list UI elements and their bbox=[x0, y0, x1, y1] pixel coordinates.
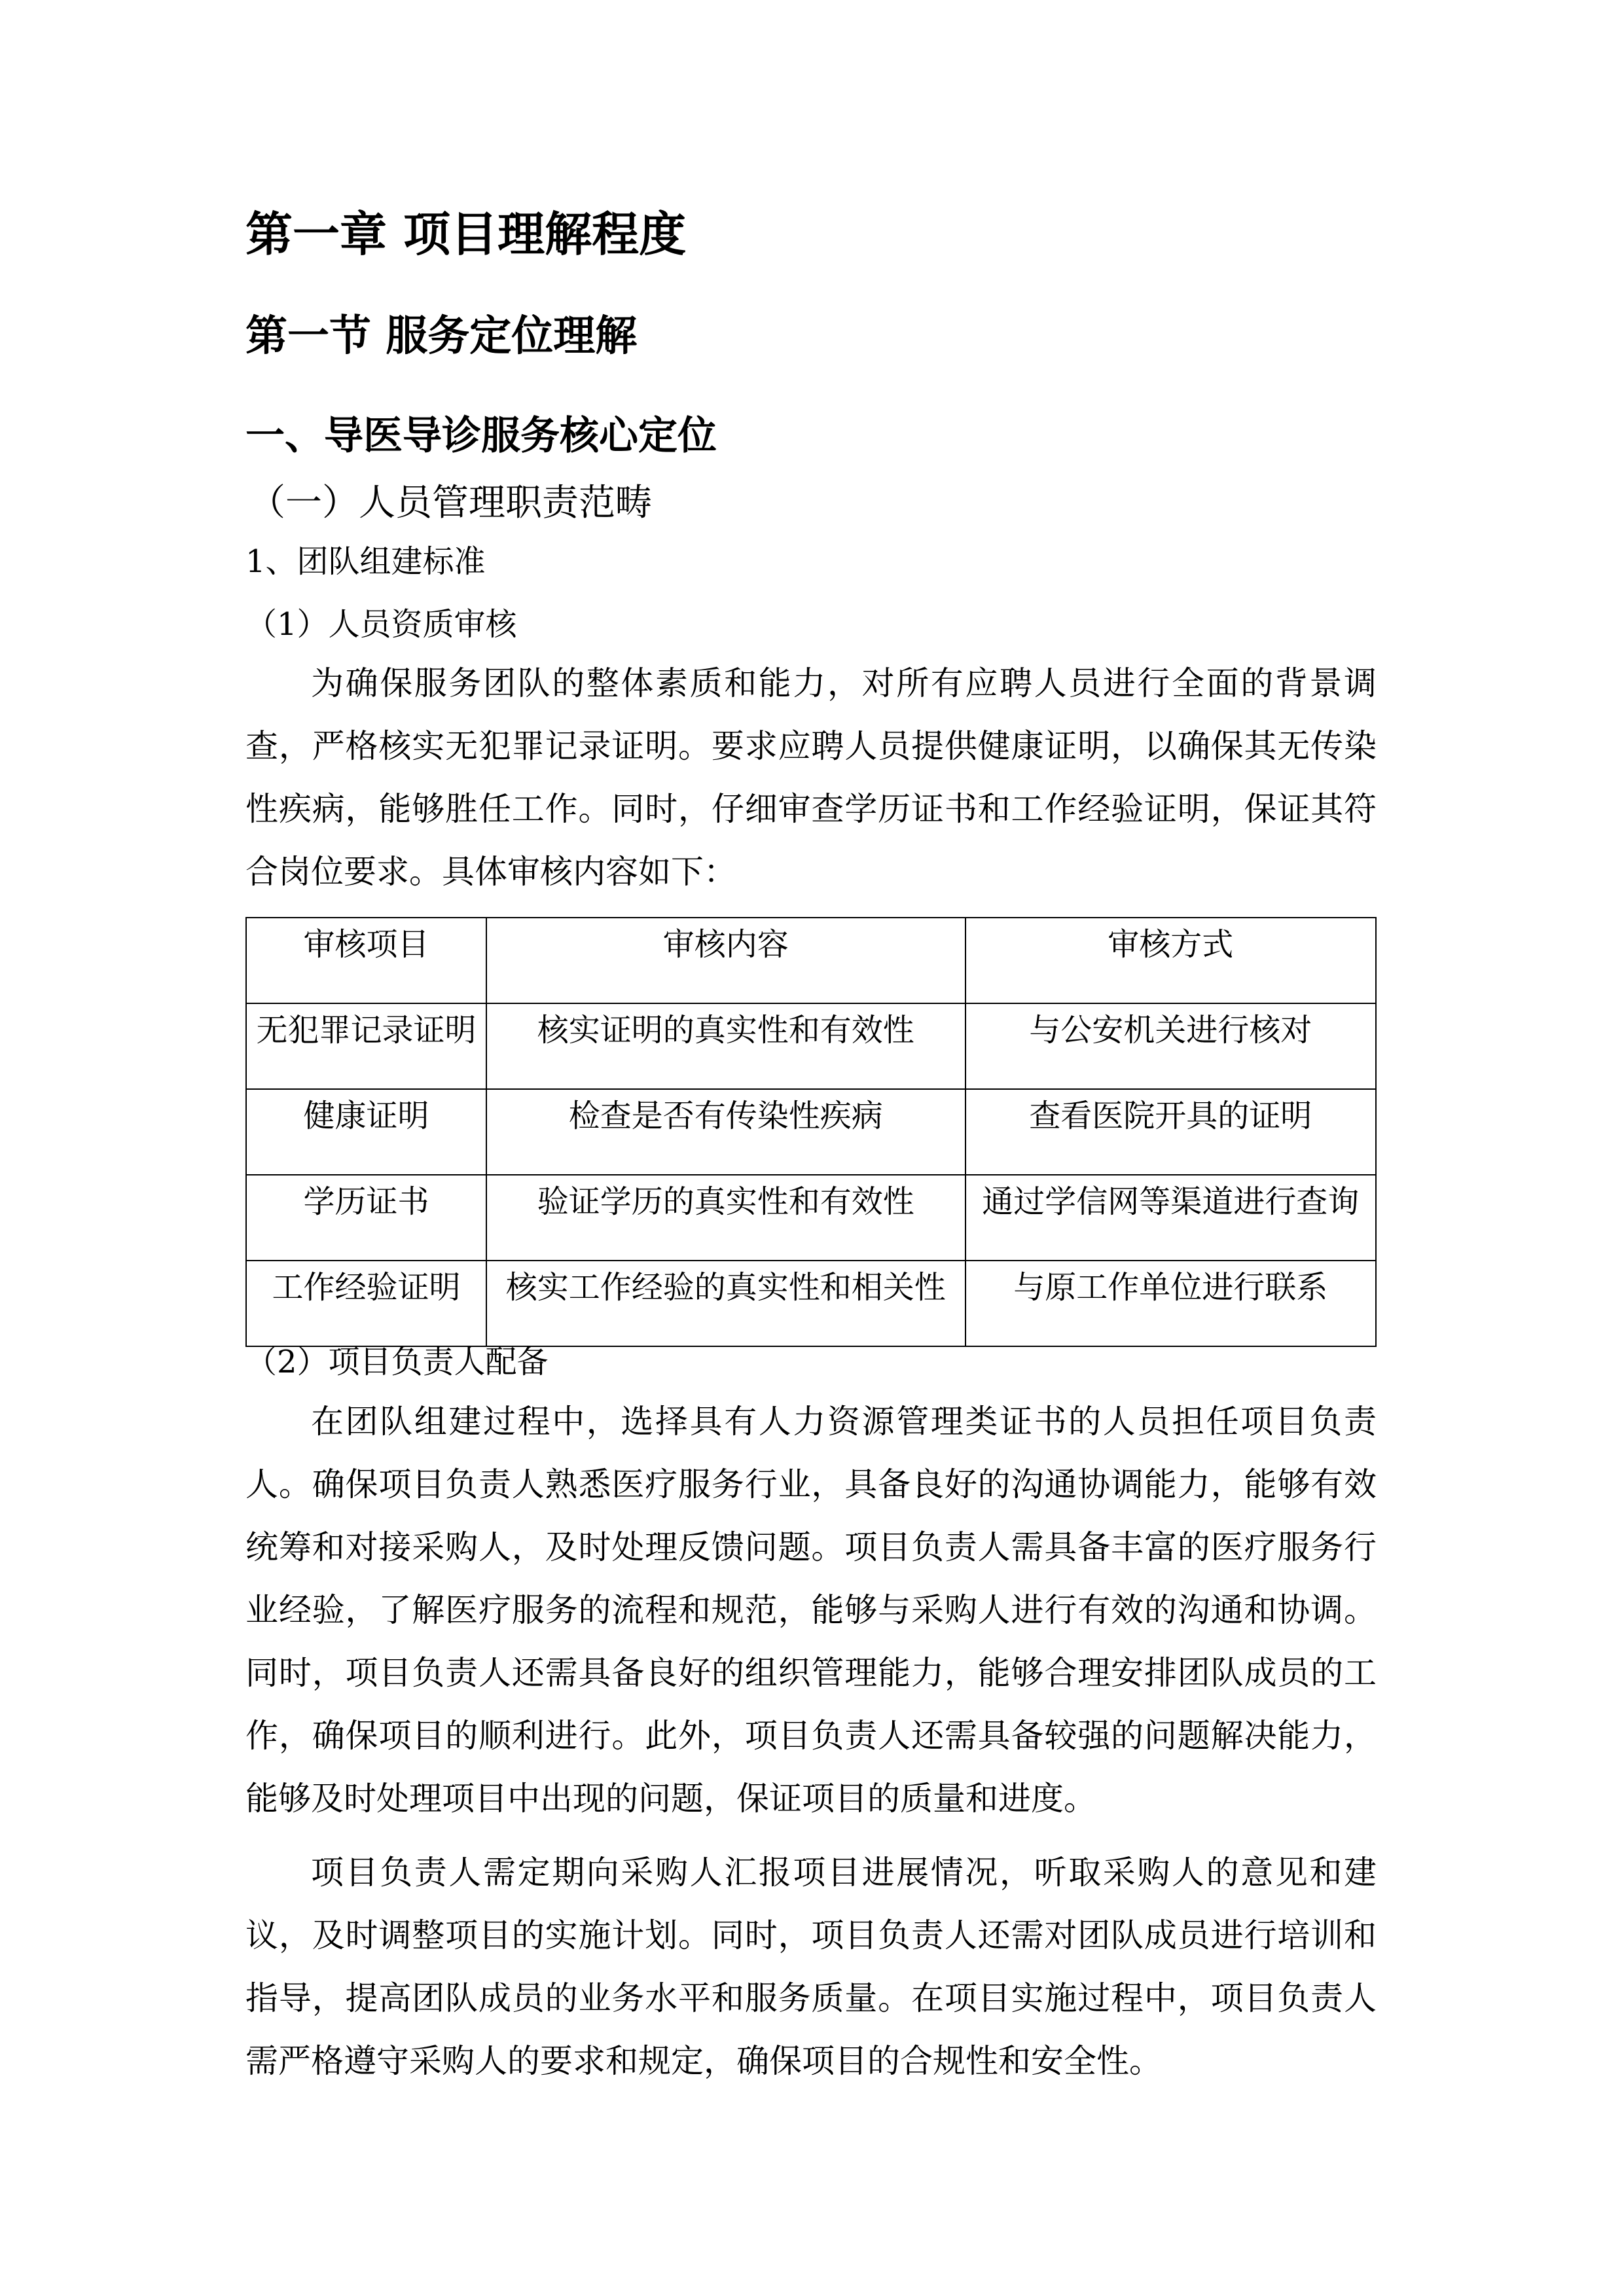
table-row bbox=[246, 1089, 1376, 1175]
table-cell: 学历证书 bbox=[246, 1175, 486, 1261]
paragraph-line: 同时，项目负责人还需具备良好的组织管理能力，能够合理安排团队成员的工 bbox=[245, 1654, 1377, 1692]
heading-level-2: （一）人员管理职责范畴 bbox=[249, 482, 652, 524]
table-cell: 核实证明的真实性和有效性 bbox=[486, 1003, 965, 1089]
subheading-project-leader: （2）项目负责人配备 bbox=[245, 1344, 549, 1380]
paragraph-line: 需严格遵守采购人的要求和规定，确保项目的合规性和安全性。 bbox=[245, 2042, 1162, 2080]
table-cell: 验证学历的真实性和有效性 bbox=[486, 1175, 965, 1261]
table-cell: 无犯罪记录证明 bbox=[246, 1003, 486, 1089]
table-header-cell: 审核项目 bbox=[246, 918, 486, 1003]
table-header-cell: 审核内容 bbox=[486, 918, 965, 1003]
paragraph-line: 作，确保项目的顺利进行。此外，项目负责人还需具备较强的问题解决能力， bbox=[245, 1717, 1377, 1755]
table-cell: 健康证明 bbox=[246, 1089, 486, 1175]
table-cell: 与公安机关进行核对 bbox=[965, 1003, 1376, 1089]
paragraph-line: 人。确保项目负责人熟悉医疗服务行业，具备良好的沟通协调能力，能够有效 bbox=[245, 1465, 1377, 1503]
paragraph-qualification bbox=[245, 652, 1377, 903]
table-cell: 通过学信网等渠道进行查询 bbox=[965, 1175, 1376, 1261]
paragraph-line: 业经验，了解医疗服务的流程和规范，能够与采购人进行有效的沟通和协调。 bbox=[245, 1591, 1377, 1629]
paragraph-line: 为确保服务团队的整体素质和能力，对所有应聘人员进行全面的背景调 bbox=[311, 664, 1377, 702]
chapter-title: 第一章 项目理解程度 bbox=[245, 207, 687, 262]
paragraph-line: 合岗位要求。具体审核内容如下： bbox=[245, 853, 736, 891]
paragraph-line: 指导，提高团队成员的业务水平和服务质量。在项目实施过程中，项目负责人 bbox=[245, 1979, 1377, 2017]
table-header-cell: 审核方式 bbox=[965, 918, 1376, 1003]
heading-level-3: 1、团队组建标准 bbox=[245, 543, 486, 580]
paragraph-line: 性疾病，能够胜任工作。同时，仔细审查学历证书和工作经验证明，保证其符 bbox=[245, 790, 1377, 828]
paragraph-line: 项目负责人需定期向采购人汇报项目进展情况，听取采购人的意见和建 bbox=[311, 1854, 1377, 1892]
table-row bbox=[246, 1175, 1376, 1261]
table-header-row bbox=[246, 918, 1376, 1003]
paragraph-line: 议，及时调整项目的实施计划。同时，项目负责人还需对团队成员进行培训和 bbox=[245, 1916, 1377, 1954]
paragraph-line: 在团队组建过程中，选择具有人力资源管理类证书的人员担任项目负责 bbox=[311, 1403, 1377, 1441]
table-cell: 工作经验证明 bbox=[246, 1261, 486, 1346]
paragraph-line: 查，严格核实无犯罪记录证明。要求应聘人员提供健康证明，以确保其无传染 bbox=[245, 727, 1377, 765]
paragraph-line: 能够及时处理项目中出现的问题，保证项目的质量和进度。 bbox=[245, 1780, 1096, 1818]
table-cell: 与原工作单位进行联系 bbox=[965, 1261, 1376, 1346]
paragraph-reporting bbox=[245, 1841, 1377, 2092]
section-title: 第一节 服务定位理解 bbox=[245, 312, 638, 361]
heading-level-1: 一、导医导诊服务核心定位 bbox=[245, 413, 717, 459]
table-row bbox=[246, 1003, 1376, 1089]
paragraph-line: 统筹和对接采购人，及时处理反馈问题。项目负责人需具备丰富的医疗服务行 bbox=[245, 1528, 1377, 1566]
review-table bbox=[245, 917, 1377, 1347]
table-cell: 检查是否有传染性疾病 bbox=[486, 1089, 965, 1175]
paragraph-project-leader bbox=[245, 1390, 1377, 1830]
table-cell: 查看医院开具的证明 bbox=[965, 1089, 1376, 1175]
subheading-qualification-review: （1）人员资质审核 bbox=[245, 606, 517, 643]
table-cell: 核实工作经验的真实性和相关性 bbox=[486, 1261, 965, 1346]
